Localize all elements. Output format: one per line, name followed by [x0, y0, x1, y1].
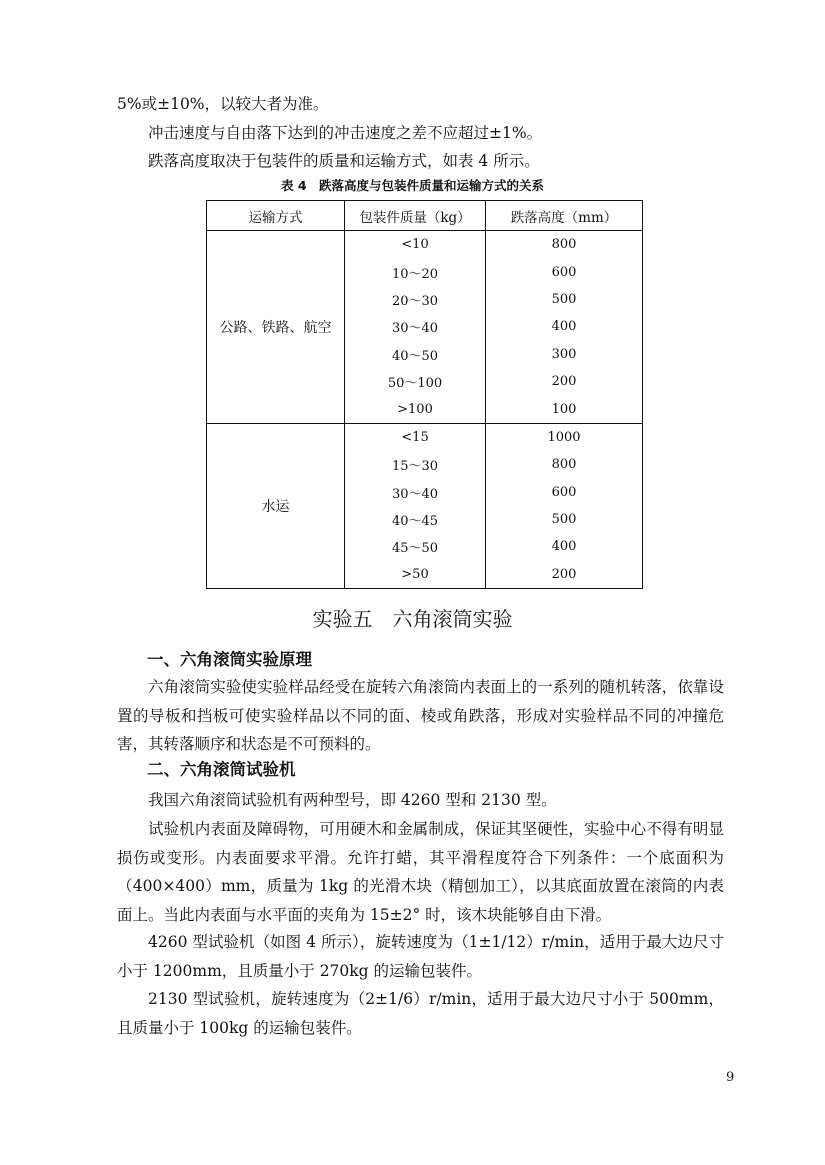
height-cell: 500 [486, 506, 643, 533]
mass-cell: 20～30 [345, 286, 486, 313]
header-drop-height: 跌落高度（mm） [486, 201, 643, 231]
mass-cell: 40～45 [345, 506, 486, 533]
header-package-mass: 包装件质量（kg） [345, 201, 486, 231]
height-cell: 300 [486, 341, 643, 368]
height-cell: 200 [486, 368, 643, 395]
section-1-paragraph: 六角滚筒实验使实验样品经受在旋转六角滚筒内表面上的一系列的随机转落，依靠设置的导板和挡板可使实验样品以不同的面、棱或角跌落，形成对实验样品不同的冲撞危害，其转落顺序和状态是不可预料的。 [117, 678, 724, 753]
section-2-paragraph-1: 我国六角滚筒试验机有两种型号，即 4260 型和 2130 型。 [148, 791, 557, 809]
mass-cell: <10 [345, 231, 486, 259]
mass-cell: <15 [345, 423, 486, 451]
height-cell: 500 [486, 286, 643, 313]
mass-cell: 45～50 [345, 533, 486, 560]
section-2-paragraph-2: 试验机内表面及障碍物，可用硬木和金属制成，保证其坚硬性，实验中心不得有明显损伤或变形。内表面要求平滑。允许打蜡，其平滑程度符合下列条件：一个底面积为（400×400）mm，质量为 1kg 的光滑木块（精刨加工），以其底面放置在滚筒的内表面上。当此内表面与水平面的夹角为 15±2° 时，该木块能够自由下滑。 [117, 820, 724, 924]
mass-cell: >100 [345, 395, 486, 423]
table-header-row [207, 201, 643, 231]
intro-line-1: 5%或±10%，以较大者为准。 [117, 95, 329, 113]
intro-line-3: 跌落高度取决于包装件的质量和运输方式，如表 4 所示。 [148, 152, 540, 170]
page-number: 9 [726, 1070, 735, 1085]
header-transport-mode: 运输方式 [207, 201, 345, 231]
transport-mode-cell: 公路、铁路、航空 [207, 231, 345, 424]
height-cell: 400 [486, 313, 643, 340]
table-row [207, 231, 643, 259]
height-cell: 600 [486, 258, 643, 285]
mass-cell: 15～30 [345, 451, 486, 478]
mass-cell: >50 [345, 561, 486, 589]
height-cell: 1000 [486, 423, 643, 451]
height-cell: 600 [486, 479, 643, 506]
section-1-heading: 一、六角滚筒实验原理 [147, 650, 312, 669]
transport-mode-cell: 水运 [207, 423, 345, 588]
height-cell: 800 [486, 451, 643, 478]
experiment-title: 实验五 六角滚筒实验 [312, 607, 513, 631]
mass-cell: 30～40 [345, 479, 486, 506]
height-cell: 800 [486, 231, 643, 259]
mass-cell: 50～100 [345, 368, 486, 395]
section-2-paragraph-3: 4260 型试验机（如图 4 所示），旋转速度为（1±1/12）r/min，适用于最大边尺寸小于 1200mm，且质量小于 270kg 的运输包装件。 [117, 933, 724, 980]
drop-height-table [206, 200, 643, 589]
section-2-heading: 二、六角滚筒试验机 [147, 760, 296, 779]
intro-line-2: 冲击速度与自由落下达到的冲击速度之差不应超过±1%。 [148, 124, 543, 142]
mass-cell: 10～20 [345, 258, 486, 285]
height-cell: 200 [486, 561, 643, 589]
table-row [207, 423, 643, 451]
height-cell: 100 [486, 395, 643, 423]
mass-cell: 40～50 [345, 341, 486, 368]
table-caption: 表 4 跌落高度与包装件质量和运输方式的关系 [280, 178, 545, 193]
section-2-paragraph-4: 2130 型试验机，旋转速度为（2±1/6）r/min，适用于最大边尺寸小于 500mm，且质量小于 100kg 的运输包装件。 [117, 990, 724, 1037]
height-cell: 400 [486, 533, 643, 560]
mass-cell: 30～40 [345, 313, 486, 340]
